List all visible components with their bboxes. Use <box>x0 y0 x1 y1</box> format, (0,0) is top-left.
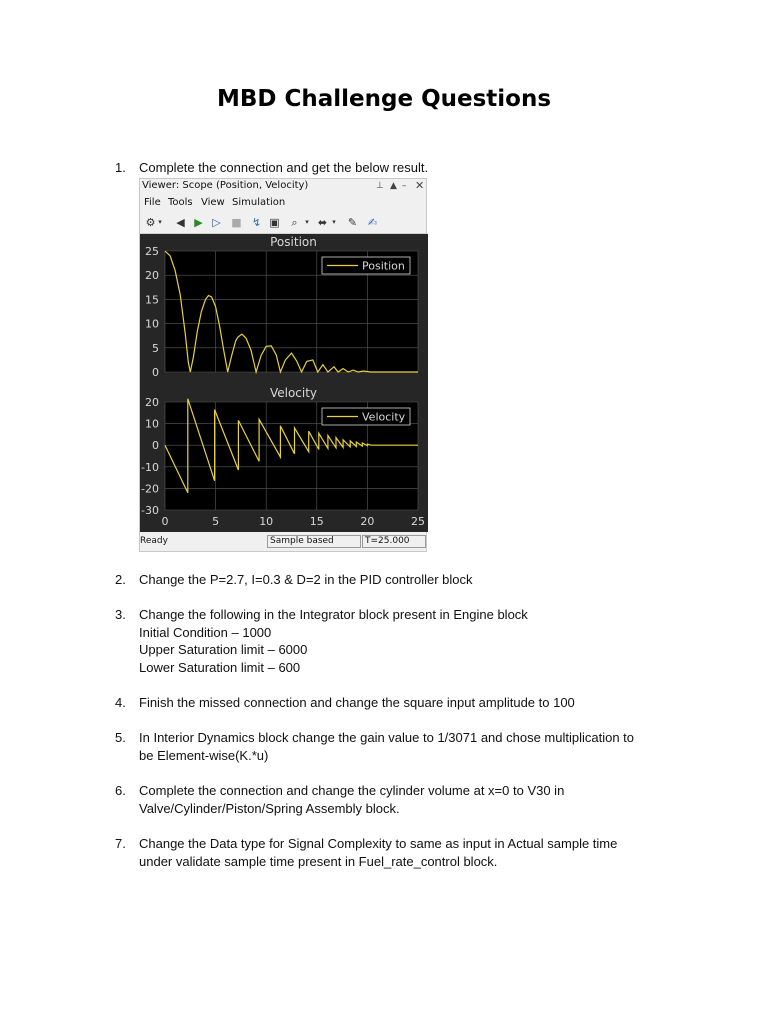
question-number: 7. <box>115 836 126 851</box>
pin-icon[interactable]: ⊥ <box>376 181 384 191</box>
scale-axes-icon[interactable]: ⬌ <box>317 216 328 229</box>
question-line: Complete the connection and change the cylinder volume at x=0 to V30 in <box>139 783 565 798</box>
menu-file[interactable]: File <box>144 197 161 208</box>
velocity-plot-title: Velocity <box>269 386 318 400</box>
scope-menubar <box>140 196 426 211</box>
chevron-down-icon[interactable]: ▾ <box>158 218 162 226</box>
close-icon[interactable]: ✕ <box>415 179 425 192</box>
highlight-block-icon[interactable]: ↯ <box>251 216 262 229</box>
velocity-ytick-label: -20 <box>141 482 159 496</box>
velocity-xtick-label: 0 <box>161 515 169 528</box>
question-line: be Element-wise(K.*u) <box>139 747 269 763</box>
question-number: 1. <box>115 160 126 175</box>
question-line: Change the Data type for Signal Complexity to same as input in Actual sample time <box>139 836 618 851</box>
question-line: Valve/Cylinder/Piston/Spring Assembly block. <box>139 800 400 816</box>
velocity-ytick-label: 20 <box>145 396 159 409</box>
question-line: Initial Condition – 1000 <box>139 624 272 640</box>
question-number: 6. <box>115 783 126 798</box>
status-sample-mode: Sample based <box>267 535 361 548</box>
question-text <box>139 159 669 177</box>
menu-view[interactable]: View <box>201 197 225 208</box>
question-number: 2. <box>115 572 126 587</box>
position-ytick-label: 15 <box>145 293 159 307</box>
velocity-xtick-label: 5 <box>212 515 220 528</box>
style-brush-icon[interactable]: ✎ <box>347 216 358 229</box>
question-line: In Interior Dynamics block change the gain value to 1/3071 and chose multiplication to <box>139 730 635 745</box>
velocity-ytick-label: 0 <box>152 439 159 453</box>
question-number: 5. <box>115 730 126 745</box>
question-line: Change the P=2.7, I=0.3 & D=2 in the PID controller block <box>139 572 473 587</box>
step-back-icon[interactable]: ◀ <box>176 216 185 229</box>
position-ytick-label: 5 <box>152 341 159 355</box>
scope-plots <box>140 234 428 532</box>
zoom-icon[interactable]: ⌕ <box>291 216 298 229</box>
question-text <box>139 782 669 817</box>
position-legend-label: Position <box>362 259 405 273</box>
stop-icon[interactable]: ■ <box>231 216 242 229</box>
question-line: Complete the connection and get the below result. <box>139 160 429 175</box>
question-line: Change the following in the Integrator block present in Engine block <box>139 607 528 622</box>
velocity-xtick-label: 10 <box>259 515 274 528</box>
question-line: Lower Saturation limit – 600 <box>139 659 301 675</box>
chevron-down-icon[interactable]: ▾ <box>332 218 336 226</box>
velocity-xtick-label: 25 <box>411 515 425 528</box>
settings-gear-icon[interactable]: ⚙ <box>145 216 156 229</box>
scope-window-title: Viewer: Scope (Position, Velocity) <box>142 180 309 191</box>
scope-statusbar <box>140 534 426 551</box>
menu-tools[interactable]: Tools <box>168 197 193 208</box>
question-text <box>139 729 669 764</box>
status-ready: Ready <box>140 536 168 546</box>
run-icon[interactable]: ▶ <box>194 216 203 229</box>
velocity-ytick-label: 10 <box>145 417 159 431</box>
camera-icon[interactable]: ▣ <box>269 216 280 229</box>
velocity-ytick-label: -30 <box>141 504 159 517</box>
edit-icon[interactable]: ✍ <box>367 216 378 229</box>
question-text <box>139 606 669 676</box>
position-ytick-label: 10 <box>145 317 159 331</box>
position-plot-title: Position <box>270 235 317 249</box>
step-forward-icon[interactable]: ▷ <box>212 216 221 229</box>
question-line: under validate sample time present in Fuel_rate_control block. <box>139 853 498 869</box>
scope-toolbar <box>140 213 426 234</box>
question-number: 3. <box>115 607 126 622</box>
question-line: Upper Saturation limit – 6000 <box>139 642 308 658</box>
velocity-legend-label: Velocity <box>362 410 406 424</box>
velocity-xtick-label: 20 <box>360 515 375 528</box>
status-time: T=25.000 <box>362 535 426 548</box>
minimize-icon[interactable]: – <box>402 181 407 191</box>
position-ytick-label: 25 <box>145 245 159 258</box>
document-title: MBD Challenge Questions <box>216 86 552 112</box>
velocity-ytick-label: -10 <box>141 460 159 474</box>
question-text <box>139 694 669 712</box>
question-number: 4. <box>115 695 126 710</box>
question-text <box>139 571 669 589</box>
undock-arrow-icon[interactable]: ▲ <box>390 181 397 191</box>
scope-plot-area <box>140 234 428 532</box>
scope-viewer-window <box>139 178 427 552</box>
velocity-xtick-label: 15 <box>309 515 324 528</box>
question-text <box>139 835 669 870</box>
question-line: Finish the missed connection and change the square input amplitude to 100 <box>139 695 575 710</box>
position-ytick-label: 0 <box>152 366 159 379</box>
scope-titlebar <box>140 179 426 195</box>
position-ytick-label: 20 <box>145 269 159 283</box>
menu-simulation[interactable]: Simulation <box>232 197 286 208</box>
chevron-down-icon[interactable]: ▾ <box>305 218 309 226</box>
